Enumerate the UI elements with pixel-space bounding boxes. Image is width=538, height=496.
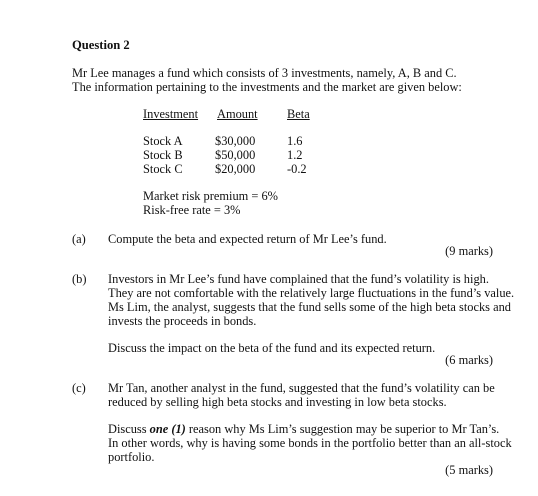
part-c-line-2: reduced by selling high beta stocks and investing in low beta stocks.: [108, 395, 447, 409]
part-c-discuss-pre: Discuss: [108, 422, 150, 436]
table-cell: $50,000: [215, 148, 256, 162]
table-cell: 1.6: [287, 134, 303, 148]
part-c-discuss: [108, 422, 499, 436]
part-a-text: Compute the beta and expected return of Mr Lee’s fund.: [108, 232, 387, 246]
part-b-line-2: They are not comfortable with the relatively large fluctuations in the fund’s value.: [108, 286, 515, 300]
table-cell: Stock B: [143, 148, 183, 162]
part-b-discuss: Discuss the impact on the beta of the fund and its expected return.: [108, 341, 436, 355]
part-b-marks: (6 marks): [445, 353, 493, 367]
part-c-line-4: In other words, why is having some bonds in the portfolio better than an all-stock: [108, 436, 512, 450]
risk-free-rate: Risk-free rate = 3%: [143, 203, 241, 217]
part-c-label: (c): [72, 381, 86, 395]
part-b-label: (b): [72, 272, 87, 286]
part-b-line-1: Investors in Mr Lee’s fund have complained that the fund’s volatility is high.: [108, 272, 489, 286]
table-header-investment: Investment: [143, 107, 199, 121]
intro-line-1: Mr Lee manages a fund which consists of 3 investments, namely, A, B and C.: [72, 66, 457, 80]
market-risk-premium: Market risk premium = 6%: [143, 189, 278, 203]
table-cell: $20,000: [215, 162, 256, 176]
part-a-marks: (9 marks): [445, 244, 493, 258]
table-cell: 1.2: [287, 148, 303, 162]
intro-line-2: The information pertaining to the investments and the market are given below:: [72, 80, 462, 94]
table-cell: -0.2: [287, 162, 307, 176]
part-b-line-3: Ms Lim, the analyst, suggests that the fund sells some of the high beta stocks and: [108, 300, 511, 314]
part-c-discuss-emphasis: one (1): [149, 422, 186, 436]
part-c-marks: (5 marks): [445, 463, 493, 477]
table-cell: Stock C: [143, 162, 183, 176]
table-cell: Stock A: [143, 134, 183, 148]
part-a-label: (a): [72, 232, 86, 246]
part-c-line-5: portfolio.: [108, 450, 155, 464]
question-title: Question 2: [72, 38, 130, 52]
table-header-amount: Amount: [217, 107, 258, 121]
table-header-beta: Beta: [287, 107, 310, 121]
part-c-line-1: Mr Tan, another analyst in the fund, suggested that the fund’s volatility can be: [108, 381, 495, 395]
table-cell: $30,000: [215, 134, 256, 148]
part-c-discuss-post: reason why Ms Lim’s suggestion may be superior to Mr Tan’s.: [185, 422, 500, 436]
part-b-line-4: invests the proceeds in bonds.: [108, 314, 257, 328]
